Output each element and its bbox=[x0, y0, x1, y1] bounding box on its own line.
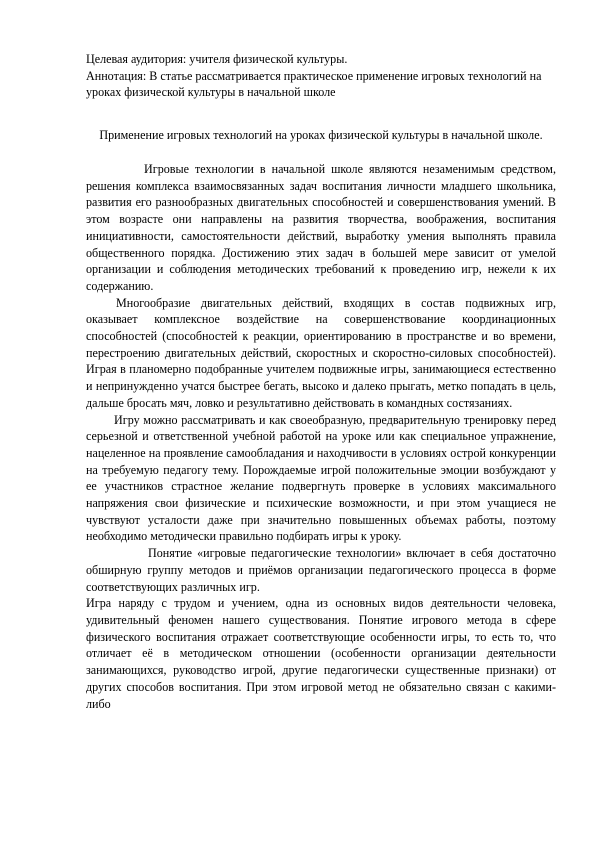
paragraph: Игра наряду с трудом и учением, одна из основных видов деятельности человека, удивительный феномен нашего существования. Понятие игрового метода в сфере физического воспитания отражает соответствующие особенности игры, то есть то, что отличает её в методическом отношении (особенности организации деятельности занимающихся, руководство игрой, другие педагогически существенные признаки) от других способов воспитания. При этом игровой метод не обязательно связан с какими-либо bbox=[86, 596, 556, 711]
paragraph: Игру можно рассматривать и как своеобразную, предварительную тренировку перед серьезной и ответственной учебной работой на уроке или как специальное упражнение, нацеленное на проявление самообладания и находчивости в условиях острой конкуренции на требуемую педагогу тему. Порождаемые игрой положительные эмоции возбуждают у ее участников страстное желание подвергнуть проверке в условиях максимального напряжения свои физические и психические возможности, и при этом учащиеся не чувствуют усталости даже при значительно повышенных объемах работы, поэтому необходимо методически правильно подбирать игры к уроку. bbox=[86, 412, 556, 544]
paragraph: Многообразие двигательных действий, входящих в состав подвижных игр, оказывает комплексное воздействие на совершенствование координационных способностей (способностей к реакции, ориентированию в пространстве и во времени, перестроению двигательных действий, скоростных и скоростно-силовых способностей). Играя в планомерно подобранные учителем подвижные игры, занимающиеся естественно и непринужденно учатся быстрее бегать, высоко и далеко прыгать, метко попадать в цель, дальше бросать мяч, ловко и результативно действовать в командных состязаниях. bbox=[86, 295, 556, 410]
article-meta bbox=[86, 51, 556, 101]
paragraph: Игровые технологии в начальной школе являются незаменимым средством, решения комплекса взаимосвязанных задач воспитания личности младшего школьника, развития его разнообразных двигательных способностей и совершенствования умений. В этом возрасте они направлены на развития творчества, воображения, воспитания инициативности, самостоятельности действий, выработку умения выполнять правила общественного порядка. Достижению этих задач в большей мере зависит от умелой организации и соблюдения методических требований к проведению игр, нежели к их содержанию. bbox=[86, 162, 556, 293]
target-audience: Целевая аудитория: учителя физической культуры. bbox=[86, 52, 348, 66]
article-body bbox=[86, 161, 556, 712]
annotation: Аннотация: В статье рассматривается практическое применение игровых технологий на уроках физической культуры в начальной школе bbox=[86, 68, 542, 100]
article-title: Применение игровых технологий на уроках физической культуры в начальной школе. bbox=[99, 128, 543, 142]
paragraph: Понятие «игровые педагогические технологии» включает в себя достаточно обширную группу методов и приёмов организации педагогического процесса в форме соответствующих различных игр. bbox=[86, 546, 556, 594]
